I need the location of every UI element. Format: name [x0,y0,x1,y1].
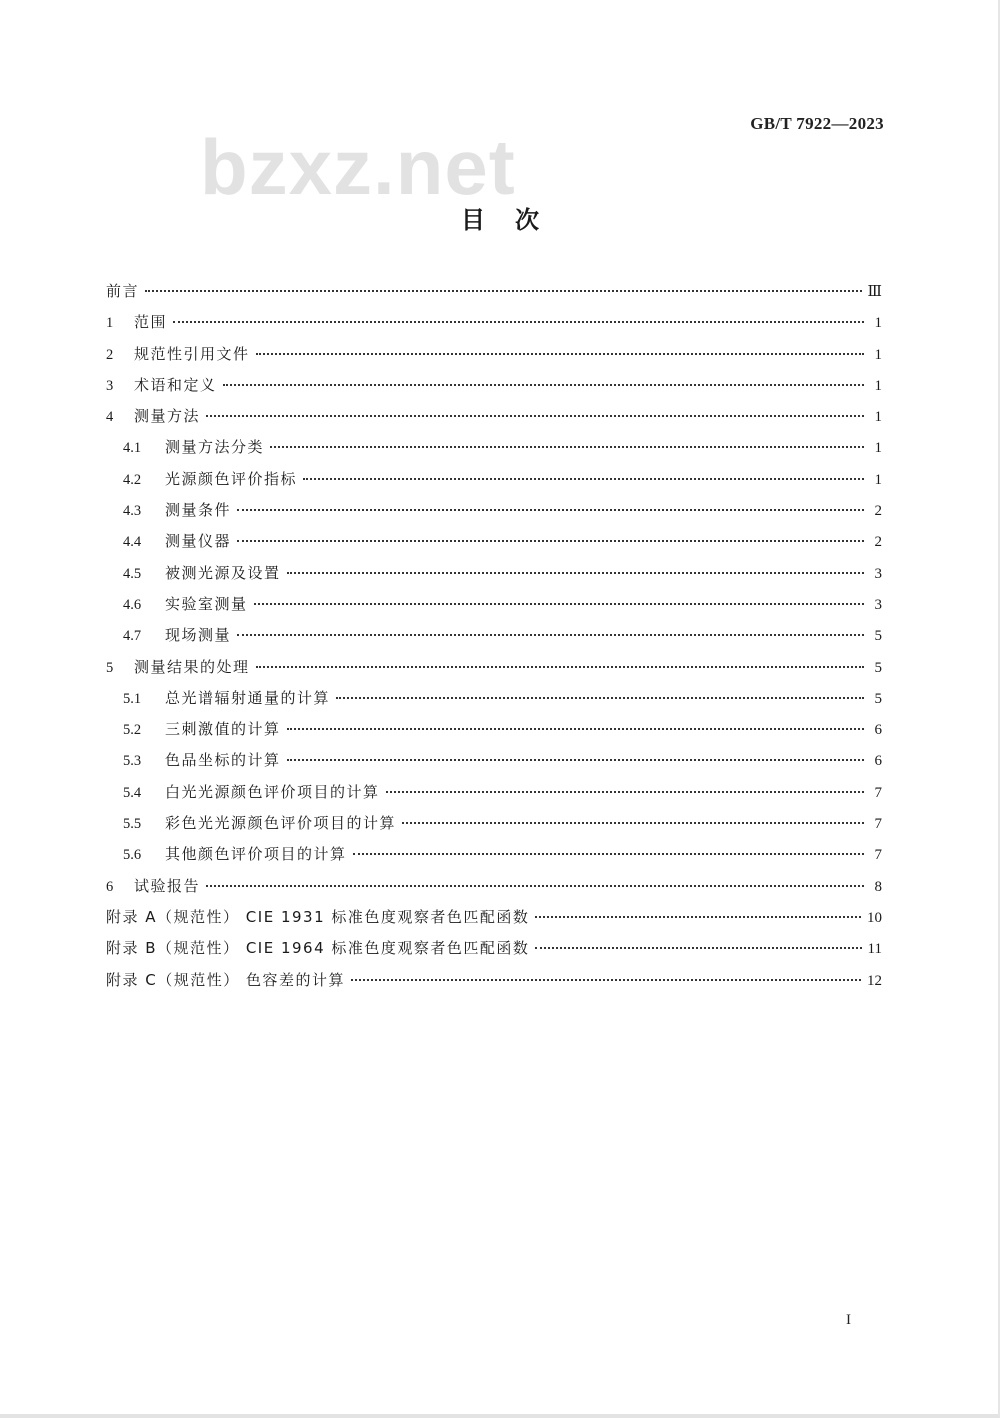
toc-entry[interactable] [106,749,882,780]
toc-leader-dots [145,290,862,292]
toc-entry-page: 7 [874,847,882,864]
toc-entry-label: 测量方法分类 [165,438,265,457]
toc-entry[interactable] [106,436,882,467]
toc-entry-page: 3 [874,596,882,613]
toc-entry-page: 1 [874,440,882,457]
table-of-contents [106,280,882,1000]
toc-entry[interactable] [106,875,882,906]
toc-entry-number: 5.5 [123,816,142,833]
toc-entry[interactable] [106,405,882,436]
toc-entry[interactable] [106,499,882,530]
toc-entry-number: 5.3 [123,753,142,770]
toc-leader-dots [336,697,864,699]
toc-entry-number: 4.3 [123,503,142,520]
toc-entry-label: 三刺激值的计算 [165,720,281,739]
toc-entry-number: 3 [106,377,114,394]
toc-entry[interactable] [106,687,882,718]
toc-entry-page: 7 [874,784,882,801]
toc-entry-number: 1 [106,315,114,332]
toc-leader-dots [303,478,864,480]
toc-leader-dots [402,822,864,824]
toc-leader-dots [535,947,861,949]
toc-entry-page: 5 [874,628,882,645]
toc-entry[interactable] [106,468,882,499]
page-number: I [846,1312,851,1328]
toc-entry-label: 测量方法 [134,407,201,426]
toc-entry-label: 术语和定义 [134,375,217,394]
toc-entry-page: 6 [874,753,882,770]
toc-entry[interactable] [106,656,882,687]
toc-entry-number: 4.4 [123,534,142,551]
toc-entry-page: 2 [874,534,882,551]
toc-entry-number: 5.6 [123,847,142,864]
toc-entry-label: 附录 A（规范性） CIE 1931 标准色度观察者色匹配函数 [106,907,530,926]
toc-entry-label: 附录 C（规范性） 色容差的计算 [106,970,346,989]
toc-entry-number: 5.1 [123,690,142,707]
toc-entry-page: 1 [874,409,882,426]
toc-entry-label: 彩色光光源颜色评价项目的计算 [165,814,397,833]
toc-entry[interactable] [106,343,882,374]
toc-entry-page: 5 [874,659,882,676]
toc-entry[interactable] [106,937,882,968]
toc-entry[interactable] [106,593,882,624]
toc-entry-page: 6 [874,722,882,739]
toc-entry[interactable] [106,718,882,749]
toc-entry-number: 6 [106,878,114,895]
toc-entry-page: 11 [867,941,882,958]
toc-entry-label: 前言 [106,282,140,300]
toc-entry-label: 其他颜色评价项目的计算 [165,845,347,864]
toc-leader-dots [287,759,864,761]
toc-entry[interactable] [106,374,882,405]
toc-entry[interactable] [106,562,882,593]
toc-entry[interactable] [106,280,882,311]
toc-entry-label: 白光光源颜色评价项目的计算 [165,782,380,801]
toc-entry-label: 总光谱辐射通量的计算 [165,688,331,707]
toc-entry-number: 2 [106,346,114,363]
toc-entry-page: 5 [874,690,882,707]
toc-leader-dots [256,353,864,355]
toc-entry[interactable] [106,311,882,342]
toc-leader-dots [270,446,864,448]
toc-entry-label: 测量仪器 [165,532,232,551]
toc-leader-dots [535,916,861,918]
toc-entry-label: 色品坐标的计算 [165,751,281,770]
toc-entry-number: 5.4 [123,784,142,801]
toc-entry-number: 4 [106,409,114,426]
toc-entry-page: 1 [874,377,882,394]
toc-entry[interactable] [106,969,882,1000]
toc-leader-dots [287,572,864,574]
toc-entry-page: 1 [874,471,882,488]
toc-entry-label: 测量条件 [165,501,232,520]
toc-entry-number: 4.1 [123,440,142,457]
toc-entry-number: 5 [106,659,114,676]
toc-entry-page: 1 [874,315,882,332]
toc-entry-label: 范围 [134,313,168,332]
toc-entry-label: 规范性引用文件 [134,344,250,363]
toc-entry-number: 5.2 [123,722,142,739]
toc-entry-number: 4.7 [123,628,142,645]
toc-entry[interactable] [106,624,882,655]
standard-number: GB/T 7922—2023 [750,114,884,133]
toc-entry-number: 4.5 [123,565,142,582]
toc-leader-dots [353,853,864,855]
toc-entry[interactable] [106,906,882,937]
watermark: bzxz.net [200,123,516,211]
toc-entry-page: 3 [874,565,882,582]
toc-entry-label: 被测光源及设置 [165,563,281,582]
toc-entry-label: 现场测量 [165,626,232,645]
toc-entry-number: 4.2 [123,471,142,488]
toc-entry-page: Ⅲ [867,284,882,300]
toc-leader-dots [287,728,864,730]
page-title: 目次 [461,206,569,234]
toc-leader-dots [237,540,864,542]
toc-entry-page: 2 [874,503,882,520]
toc-entry-page: 1 [874,346,882,363]
toc-leader-dots [256,666,864,668]
toc-entry[interactable] [106,812,882,843]
toc-leader-dots [206,415,864,417]
toc-leader-dots [223,384,864,386]
toc-entry-page: 7 [874,816,882,833]
toc-entry-label: 试验报告 [134,876,201,895]
toc-leader-dots [237,509,864,511]
toc-leader-dots [351,979,861,981]
toc-entry[interactable] [106,781,882,812]
toc-entry-number: 4.6 [123,596,142,613]
toc-entry-label: 测量结果的处理 [134,657,250,676]
toc-entry-page: 12 [867,972,882,989]
toc-entry[interactable] [106,530,882,561]
toc-entry-label: 光源颜色评价指标 [165,469,298,488]
toc-entry[interactable] [106,843,882,874]
toc-entry-label: 附录 B（规范性） CIE 1964 标准色度观察者色匹配函数 [106,939,530,958]
toc-leader-dots [206,885,864,887]
toc-leader-dots [386,791,864,793]
toc-entry-page: 10 [867,909,882,926]
toc-entry-page: 8 [874,878,882,895]
toc-entry-label: 实验室测量 [165,594,248,613]
toc-leader-dots [237,634,864,636]
toc-leader-dots [173,321,864,323]
toc-leader-dots [254,603,864,605]
